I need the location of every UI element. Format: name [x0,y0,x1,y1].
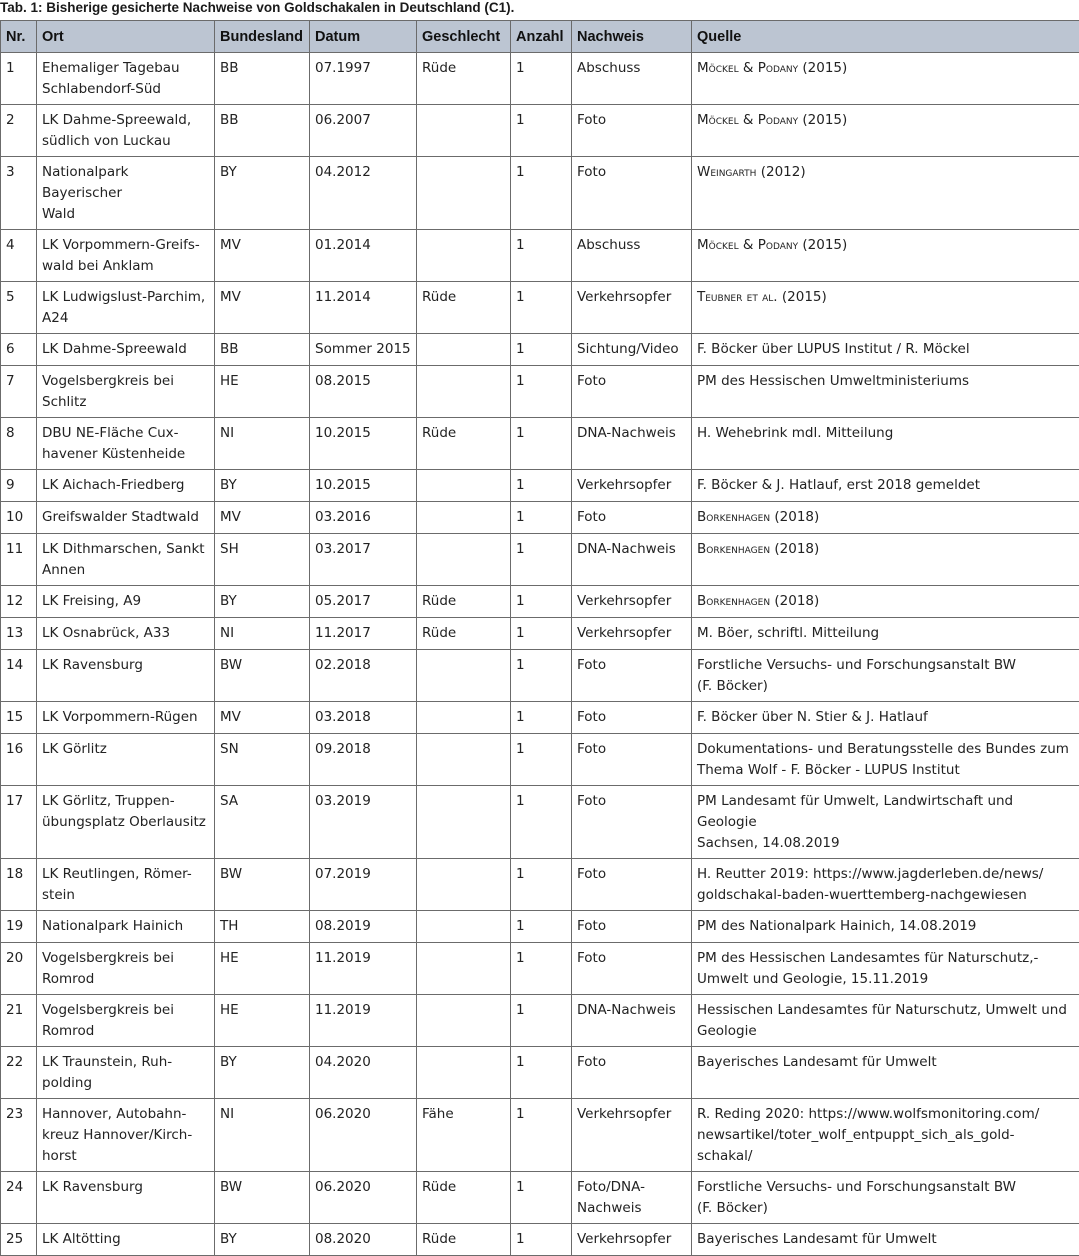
cell-bundesland: MV [215,502,310,534]
header-bundesland: Bundesland [215,21,310,53]
cell-geschlecht: Rüde [417,1172,511,1224]
cell-bundesland: BW [215,650,310,702]
cell-nachweis: Verkehrsopfer [572,1099,692,1172]
cell-quelle: PM des Hessischen Umweltministeriums [692,366,1079,418]
header-nr: Nr. [1,21,37,53]
cell-nachweis: Foto [572,859,692,911]
cell-nachweis: Verkehrsopfer [572,1224,692,1256]
cell-nachweis: Verkehrsopfer [572,282,692,334]
cell-ort: Nationalpark Bayerischer Wald [37,157,215,230]
table-row [1,418,1079,470]
cell-anzahl: 1 [511,786,572,859]
cell-geschlecht [417,157,511,230]
cell-nachweis: Foto [572,157,692,230]
cell-anzahl: 1 [511,53,572,105]
cell-nr: 18 [1,859,37,911]
cell-datum: 11.2019 [310,995,417,1047]
cell-ort: LK Traunstein, Ruh- polding [37,1047,215,1099]
cell-bundesland: BY [215,470,310,502]
cell-geschlecht: Rüde [417,282,511,334]
cell-bundesland: MV [215,230,310,282]
cell-ort: LK Osnabrück, A33 [37,618,215,650]
cell-anzahl: 1 [511,1099,572,1172]
cell-nachweis: Foto [572,105,692,157]
cell-nachweis: Verkehrsopfer [572,470,692,502]
cell-anzahl: 1 [511,534,572,586]
cell-quelle: PM des Hessischen Landesamtes für Naturschutz,- Umwelt und Geologie, 15.11.2019 [692,943,1079,995]
cell-anzahl: 1 [511,1047,572,1099]
table-row [1,1099,1079,1172]
header-anzahl: Anzahl [511,21,572,53]
cell-nr: 14 [1,650,37,702]
cell-ort: Nationalpark Hainich [37,911,215,943]
cell-bundesland: BY [215,586,310,618]
header-quelle: Quelle [692,21,1079,53]
cell-nr: 11 [1,534,37,586]
goldschakal-table [0,20,1079,1256]
cell-nachweis: Foto/DNA- Nachweis [572,1172,692,1224]
cell-ort: LK Ravensburg [37,1172,215,1224]
cell-ort: LK Görlitz [37,734,215,786]
cell-quelle: M. Böer, schriftl. Mitteilung [692,618,1079,650]
cell-ort: LK Aichach-Friedberg [37,470,215,502]
table-row [1,53,1079,105]
cell-quelle: H. Wehebrink mdl. Mitteilung [692,418,1079,470]
cell-ort: DBU NE-Fläche Cux- havener Küstenheide [37,418,215,470]
cell-datum: 06.2007 [310,105,417,157]
cell-datum: 03.2016 [310,502,417,534]
cell-geschlecht: Fähe [417,1099,511,1172]
cell-nr: 19 [1,911,37,943]
cell-quelle: Möckel & Podany (2015) [692,105,1079,157]
cell-bundesland: SN [215,734,310,786]
cell-geschlecht [417,230,511,282]
cell-bundesland: BB [215,53,310,105]
cell-quelle: Weingarth (2012) [692,157,1079,230]
cell-nr: 13 [1,618,37,650]
cell-quelle: Möckel & Podany (2015) [692,230,1079,282]
cell-ort: LK Altötting [37,1224,215,1256]
cell-nr: 8 [1,418,37,470]
cell-nachweis: Foto [572,702,692,734]
cell-nr: 23 [1,1099,37,1172]
cell-anzahl: 1 [511,366,572,418]
cell-quelle: Forstliche Versuchs- und Forschungsanstalt BW (F. Böcker) [692,1172,1079,1224]
cell-datum: 11.2017 [310,618,417,650]
cell-geschlecht [417,911,511,943]
table-row [1,702,1079,734]
cell-quelle: Bayerisches Landesamt für Umwelt [692,1224,1079,1256]
cell-anzahl: 1 [511,859,572,911]
table-row [1,911,1079,943]
cell-datum: Sommer 2015 [310,334,417,366]
cell-datum: 10.2015 [310,470,417,502]
cell-nr: 12 [1,586,37,618]
cell-datum: 10.2015 [310,418,417,470]
cell-quelle: PM Landesamt für Umwelt, Landwirtschaft und Geologie Sachsen, 14.08.2019 [692,786,1079,859]
cell-nachweis: Foto [572,943,692,995]
cell-ort: LK Vorpommern-Rügen [37,702,215,734]
cell-anzahl: 1 [511,943,572,995]
cell-bundesland: BY [215,1047,310,1099]
cell-nr: 2 [1,105,37,157]
cell-bundesland: NI [215,418,310,470]
cell-bundesland: NI [215,618,310,650]
cell-bundesland: BW [215,859,310,911]
cell-anzahl: 1 [511,1172,572,1224]
table-row [1,534,1079,586]
cell-nachweis: DNA-Nachweis [572,534,692,586]
cell-geschlecht [417,859,511,911]
cell-datum: 08.2020 [310,1224,417,1256]
cell-geschlecht [417,943,511,995]
cell-geschlecht [417,334,511,366]
cell-datum: 05.2017 [310,586,417,618]
cell-datum: 07.2019 [310,859,417,911]
cell-geschlecht [417,702,511,734]
cell-datum: 04.2012 [310,157,417,230]
cell-geschlecht: Rüde [417,418,511,470]
cell-nr: 15 [1,702,37,734]
cell-ort: Ehemaliger Tagebau Schlabendorf-Süd [37,53,215,105]
cell-datum: 07.1997 [310,53,417,105]
cell-nr: 5 [1,282,37,334]
cell-nachweis: Foto [572,786,692,859]
cell-nr: 3 [1,157,37,230]
cell-bundesland: MV [215,282,310,334]
table-row [1,502,1079,534]
table-row [1,995,1079,1047]
cell-nr: 4 [1,230,37,282]
cell-nr: 20 [1,943,37,995]
cell-nr: 7 [1,366,37,418]
table-row [1,157,1079,230]
cell-quelle: Hessischen Landesamtes für Naturschutz, Umwelt und Geologie [692,995,1079,1047]
table-row [1,859,1079,911]
cell-geschlecht [417,1047,511,1099]
table-row [1,470,1079,502]
table-row [1,366,1079,418]
cell-nachweis: Abschuss [572,53,692,105]
cell-nachweis: Foto [572,366,692,418]
cell-anzahl: 1 [511,618,572,650]
cell-geschlecht [417,502,511,534]
cell-quelle: Bayerisches Landesamt für Umwelt [692,1047,1079,1099]
cell-anzahl: 1 [511,230,572,282]
cell-anzahl: 1 [511,1224,572,1256]
cell-geschlecht [417,470,511,502]
cell-nr: 16 [1,734,37,786]
cell-datum: 04.2020 [310,1047,417,1099]
table-row [1,943,1079,995]
cell-geschlecht [417,534,511,586]
cell-nachweis: Foto [572,650,692,702]
table-row [1,334,1079,366]
cell-anzahl: 1 [511,157,572,230]
cell-nachweis: Foto [572,502,692,534]
cell-geschlecht [417,366,511,418]
cell-datum: 03.2019 [310,786,417,859]
table-row [1,786,1079,859]
cell-nr: 24 [1,1172,37,1224]
cell-geschlecht [417,650,511,702]
cell-bundesland: BB [215,334,310,366]
cell-nr: 17 [1,786,37,859]
cell-datum: 08.2015 [310,366,417,418]
cell-nr: 9 [1,470,37,502]
cell-geschlecht: Rüde [417,1224,511,1256]
cell-nr: 21 [1,995,37,1047]
cell-quelle: Borkenhagen (2018) [692,534,1079,586]
cell-ort: LK Dahme-Spreewald [37,334,215,366]
cell-anzahl: 1 [511,282,572,334]
cell-ort: LK Dithmarschen, Sankt Annen [37,534,215,586]
cell-nr: 22 [1,1047,37,1099]
header-nachweis: Nachweis [572,21,692,53]
cell-bundesland: SH [215,534,310,586]
cell-bundesland: HE [215,943,310,995]
header-geschlecht: Geschlecht [417,21,511,53]
cell-ort: Vogelsbergkreis bei Schlitz [37,366,215,418]
cell-ort: Vogelsbergkreis bei Romrod [37,995,215,1047]
cell-anzahl: 1 [511,105,572,157]
cell-anzahl: 1 [511,702,572,734]
table-body [1,53,1079,1256]
table-row [1,1224,1079,1256]
cell-quelle: F. Böcker über LUPUS Institut / R. Möckel [692,334,1079,366]
cell-anzahl: 1 [511,586,572,618]
cell-ort: Hannover, Autobahn- kreuz Hannover/Kirch- horst [37,1099,215,1172]
cell-quelle: Dokumentations- und Beratungsstelle des Bundes zum Thema Wolf - F. Böcker - LUPUS Institut [692,734,1079,786]
cell-datum: 08.2019 [310,911,417,943]
cell-quelle: R. Reding 2020: https://www.wolfsmonitoring.com/ newsartikel/toter_wolf_entpuppt_sich_als_gold- schakal/ [692,1099,1079,1172]
cell-anzahl: 1 [511,470,572,502]
cell-bundesland: TH [215,911,310,943]
cell-ort: LK Dahme-Spreewald, südlich von Luckau [37,105,215,157]
cell-nachweis: Foto [572,734,692,786]
cell-bundesland: BY [215,157,310,230]
cell-anzahl: 1 [511,334,572,366]
cell-quelle: H. Reutter 2019: https://www.jagderleben.de/news/ goldschakal-baden-wuerttemberg-nachgewiesen [692,859,1079,911]
cell-nachweis: Verkehrsopfer [572,586,692,618]
cell-bundesland: SA [215,786,310,859]
cell-nachweis: DNA-Nachweis [572,995,692,1047]
header-row [1,21,1079,53]
cell-bundesland: HE [215,366,310,418]
cell-nr: 1 [1,53,37,105]
cell-datum: 03.2018 [310,702,417,734]
cell-datum: 11.2014 [310,282,417,334]
cell-anzahl: 1 [511,995,572,1047]
cell-anzahl: 1 [511,911,572,943]
cell-nr: 10 [1,502,37,534]
cell-nachweis: Abschuss [572,230,692,282]
cell-ort: LK Freising, A9 [37,586,215,618]
cell-anzahl: 1 [511,502,572,534]
cell-geschlecht: Rüde [417,53,511,105]
cell-anzahl: 1 [511,418,572,470]
cell-quelle: Borkenhagen (2018) [692,502,1079,534]
cell-anzahl: 1 [511,734,572,786]
cell-quelle: Teubner et al. (2015) [692,282,1079,334]
cell-nr: 6 [1,334,37,366]
table-row [1,586,1079,618]
cell-datum: 01.2014 [310,230,417,282]
cell-quelle: F. Böcker über N. Stier & J. Hatlauf [692,702,1079,734]
cell-ort: LK Görlitz, Truppen- übungsplatz Oberlausitz [37,786,215,859]
cell-bundesland: MV [215,702,310,734]
cell-quelle: Möckel & Podany (2015) [692,53,1079,105]
table-row [1,282,1079,334]
cell-ort: Vogelsbergkreis bei Romrod [37,943,215,995]
cell-quelle: Borkenhagen (2018) [692,586,1079,618]
cell-datum: 06.2020 [310,1099,417,1172]
cell-anzahl: 1 [511,650,572,702]
cell-nr: 25 [1,1224,37,1256]
table-row [1,734,1079,786]
cell-nachweis: Foto [572,911,692,943]
cell-bundesland: BB [215,105,310,157]
table-row [1,1172,1079,1224]
cell-datum: 09.2018 [310,734,417,786]
cell-geschlecht [417,786,511,859]
cell-nachweis: Sichtung/Video [572,334,692,366]
cell-quelle: PM des Nationalpark Hainich, 14.08.2019 [692,911,1079,943]
cell-bundesland: BW [215,1172,310,1224]
cell-quelle: Forstliche Versuchs- und Forschungsanstalt BW (F. Böcker) [692,650,1079,702]
cell-geschlecht: Rüde [417,618,511,650]
cell-ort: LK Reutlingen, Römer- stein [37,859,215,911]
cell-geschlecht: Rüde [417,586,511,618]
cell-ort: LK Vorpommern-Greifs- wald bei Anklam [37,230,215,282]
cell-geschlecht [417,105,511,157]
table-caption: Tab. 1: Bisherige gesicherte Nachweise von Goldschakalen in Deutschland (C1). [0,0,514,20]
cell-quelle: F. Böcker & J. Hatlauf, erst 2018 gemeldet [692,470,1079,502]
cell-ort: Greifswalder Stadtwald [37,502,215,534]
cell-datum: 03.2017 [310,534,417,586]
cell-datum: 06.2020 [310,1172,417,1224]
table-row [1,650,1079,702]
table-row [1,1047,1079,1099]
cell-nachweis: Verkehrsopfer [572,618,692,650]
cell-bundesland: HE [215,995,310,1047]
table-row [1,105,1079,157]
cell-bundesland: BY [215,1224,310,1256]
header-datum: Datum [310,21,417,53]
cell-geschlecht [417,995,511,1047]
cell-ort: LK Ludwigslust-Parchim, A24 [37,282,215,334]
header-ort: Ort [37,21,215,53]
table-row [1,618,1079,650]
cell-nachweis: DNA-Nachweis [572,418,692,470]
cell-geschlecht [417,734,511,786]
cell-nachweis: Foto [572,1047,692,1099]
cell-datum: 02.2018 [310,650,417,702]
cell-datum: 11.2019 [310,943,417,995]
table-row [1,230,1079,282]
cell-ort: LK Ravensburg [37,650,215,702]
cell-bundesland: NI [215,1099,310,1172]
